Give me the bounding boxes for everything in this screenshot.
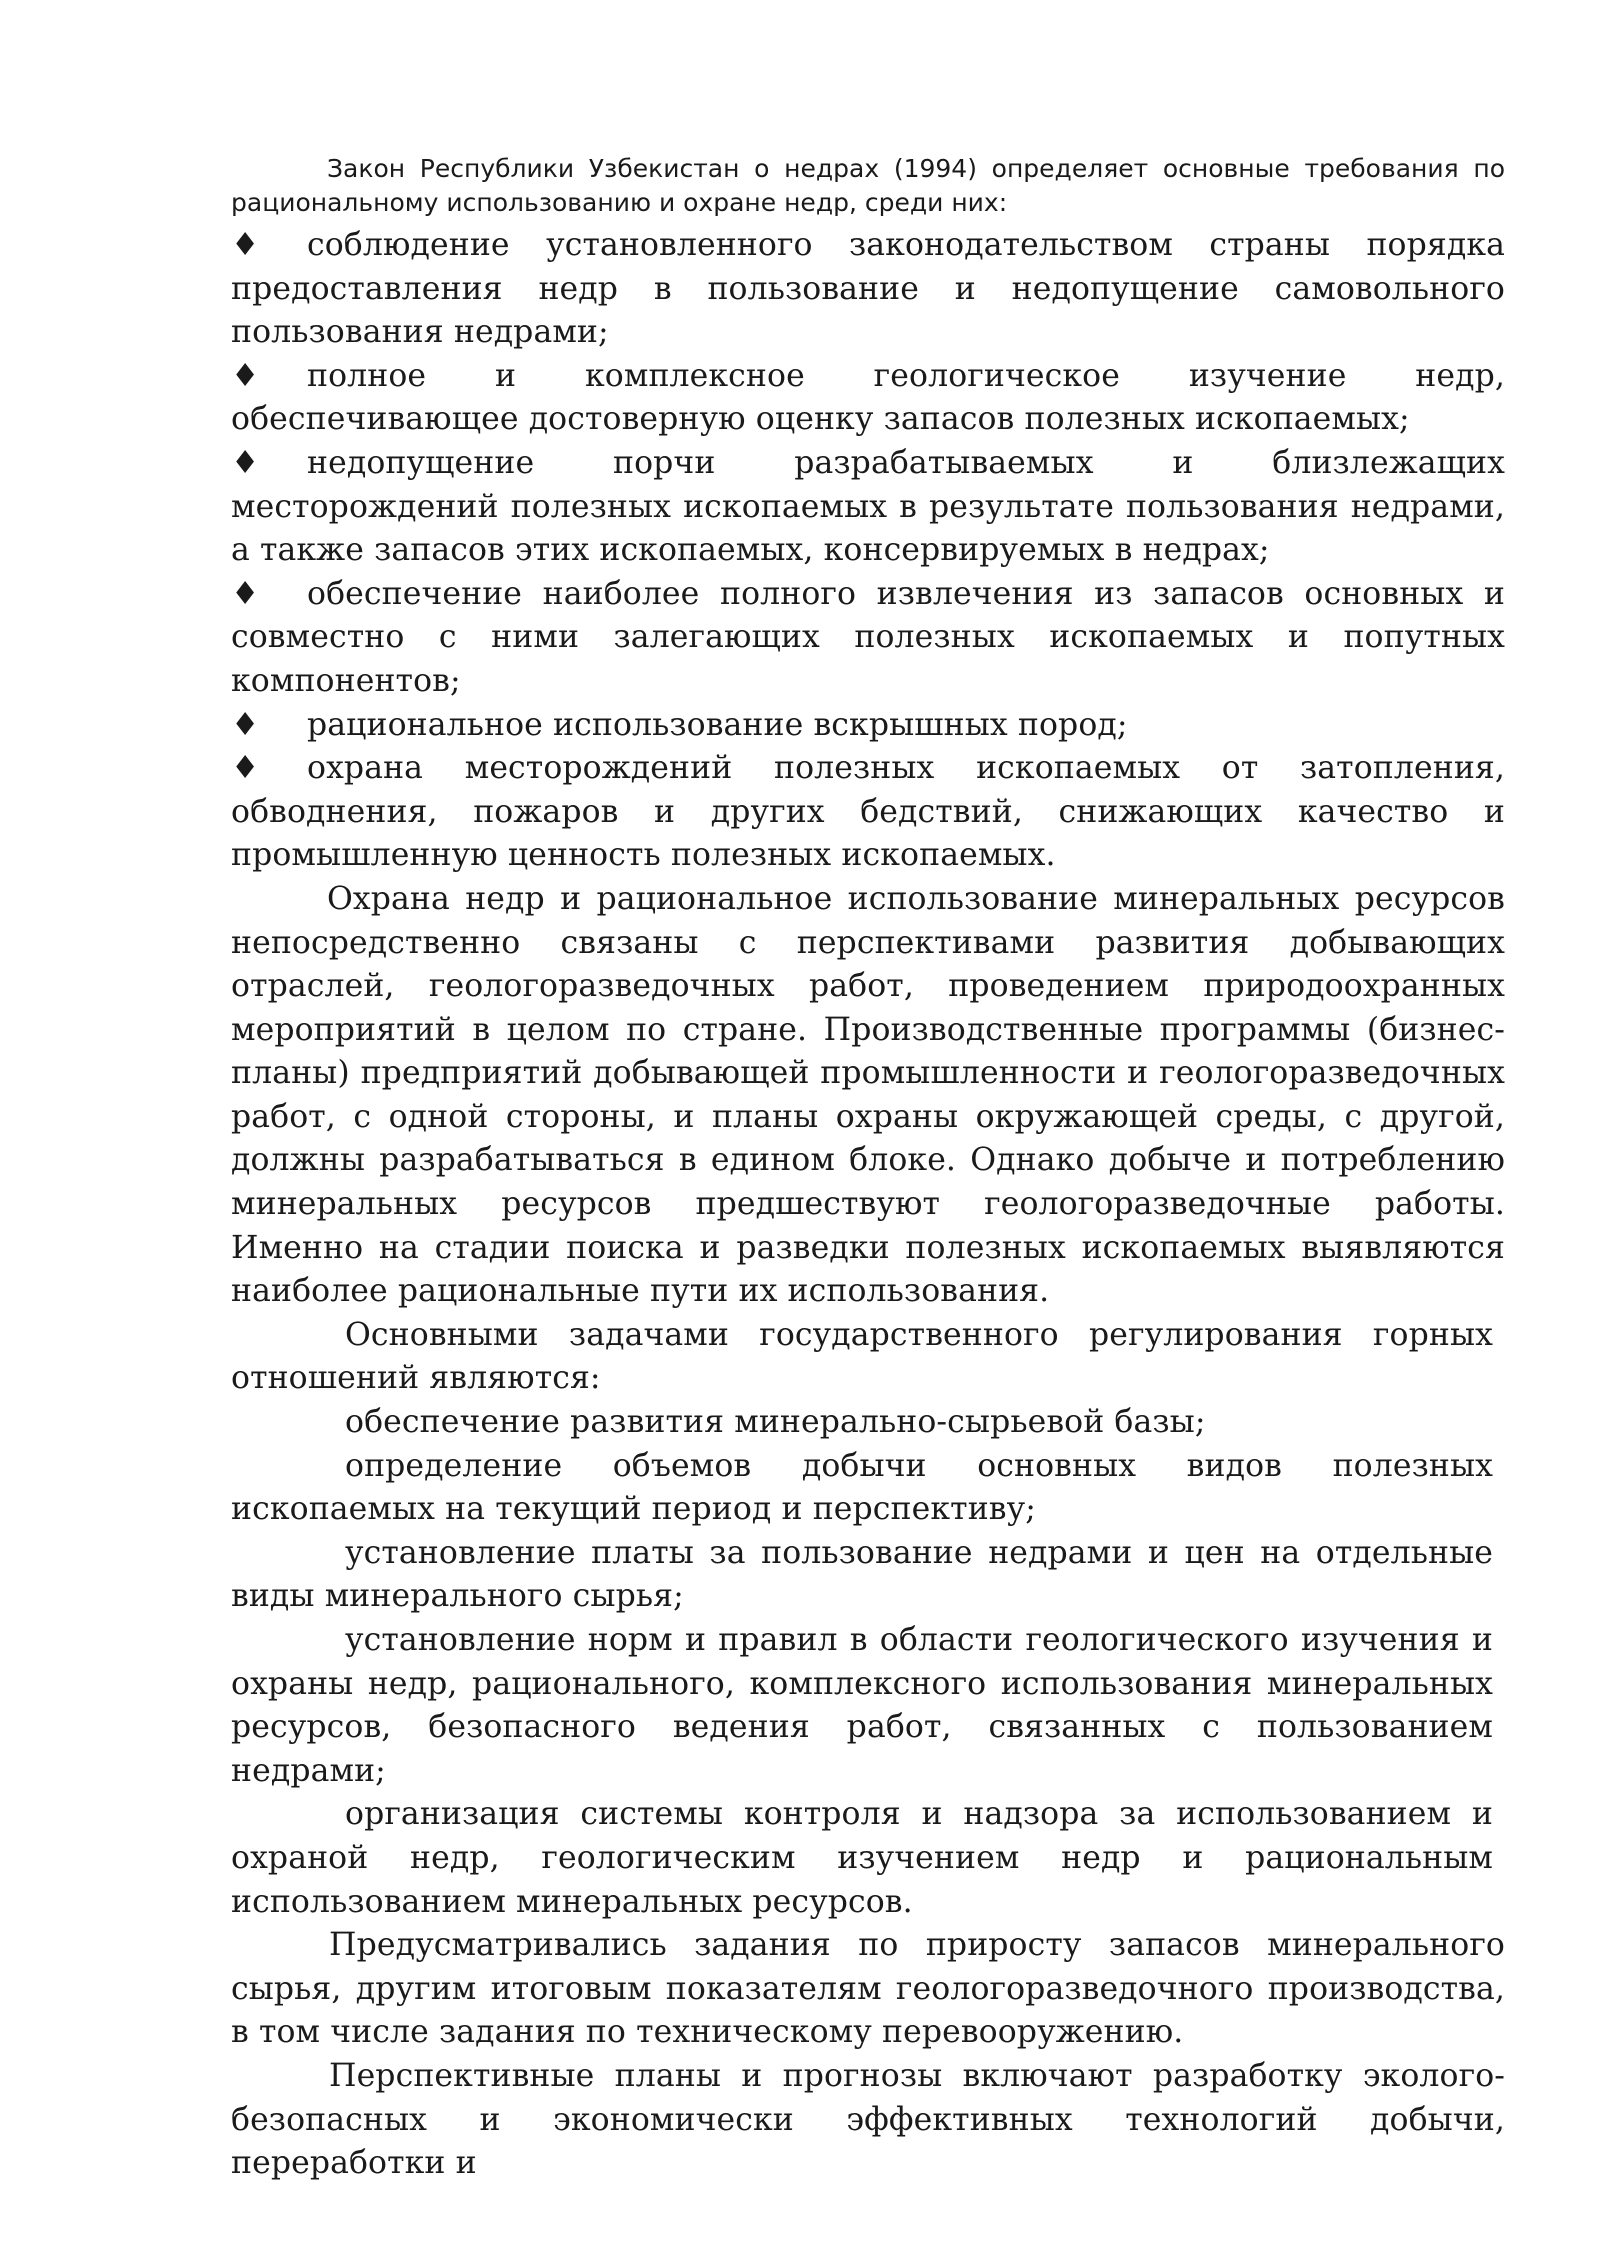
- bullet-text: полное и комплексное геологическое изучение недр, обеспечивающее достоверную оценку запасов полезных ископаемых;: [231, 357, 1505, 438]
- bullet-text: охрана месторождений полезных ископаемых от затопления, обводнения, пожаров и других бедствий, снижающих качество и промышленную ценность полезных ископаемых.: [231, 750, 1505, 874]
- bullet-text: соблюдение установленного законодательством страны порядка предоставления недр в пользование и недопущение самовольного пользования недрами;: [231, 227, 1505, 351]
- body-paragraph: Предусматривались задания по приросту запасов минерального сырья, другим итоговым показателям геологоразведочного производства, в том числе задания по техническому перевооружению.: [231, 1927, 1505, 2051]
- bullet-item: [231, 442, 1505, 573]
- diamond-bullet-icon: ♦: [231, 575, 260, 612]
- task-item: организация системы контроля и надзора за использованием и охраной недр, геологическим изучением недр и рациональным использованием минеральных ресурсов.: [231, 1796, 1493, 1920]
- bullet-text: недопущение порчи разрабатываемых и близлежащих месторождений полезных ископаемых в результате пользования недрами, а также запасов этих ископаемых, консервируемых в недрах;: [231, 444, 1505, 569]
- task-item: определение объемов добычи основных видов полезных ископаемых на текущий период и перспективу;: [231, 1447, 1493, 1528]
- bullet-item: [231, 573, 1505, 704]
- body-paragraph: Охрана недр и рациональное использование минеральных ресурсов непосредственно связаны с перспективами развития добывающих отраслей, геологоразведочных работ, проведением природоохранных мероприятий в целом по стране. Производственные программы (бизнес-планы) предприятий добывающей промышленности и геологоразведочных работ, с одной стороны, и планы охраны окружающей среды, с другой, должны разрабатываться в едином блоке. Однако добыче и потреблению минеральных ресурсов предшествуют геологоразведочные работы. Именно на стадии поиска и разведки полезных ископаемых выявляются наиболее рациональные пути их использования.: [231, 880, 1505, 1310]
- intro-paragraph: Закон Республики Узбекистан о недрах (1994) определяет основные требования по рациональному использованию и охране недр, среди них:: [231, 154, 1505, 217]
- body-paragraph: Перспективные планы и прогнозы включают разработку эколого-безопасных и экономически эффективных технологий добычи, переработки и: [231, 2057, 1505, 2182]
- task-item: установление платы за пользование недрами и цен на отдельные виды минерального сырья;: [231, 1534, 1493, 1615]
- bullet-text: рациональное использование вскрышных пород;: [307, 706, 1128, 743]
- tasks-intro: Основными задачами государственного регулирования горных отношений являются:: [231, 1316, 1493, 1397]
- task-item: установление норм и правил в области геологического изучения и охраны недр, рационального, комплексного использования минеральных ресурсов, безопасного ведения работ, связанных с пользованием недрами;: [231, 1622, 1493, 1789]
- diamond-bullet-icon: ♦: [231, 227, 260, 263]
- diamond-bullet-icon: ♦: [231, 706, 260, 743]
- bullet-item: [231, 355, 1505, 442]
- diamond-bullet-icon: ♦: [231, 444, 260, 481]
- bullet-item: [231, 704, 1505, 748]
- document-body: [231, 152, 1505, 2186]
- diamond-bullet-icon: ♦: [231, 357, 260, 394]
- bullet-text: обеспечение наиболее полного извлечения из запасов основных и совместно с ними залегающих полезных ископаемых и попутных компонентов;: [231, 575, 1505, 699]
- bullet-item: [231, 224, 1505, 355]
- diamond-bullet-icon: ♦: [231, 750, 260, 787]
- task-item: обеспечение развития минерально-сырьевой базы;: [345, 1404, 1206, 1441]
- bullet-item: [231, 747, 1505, 878]
